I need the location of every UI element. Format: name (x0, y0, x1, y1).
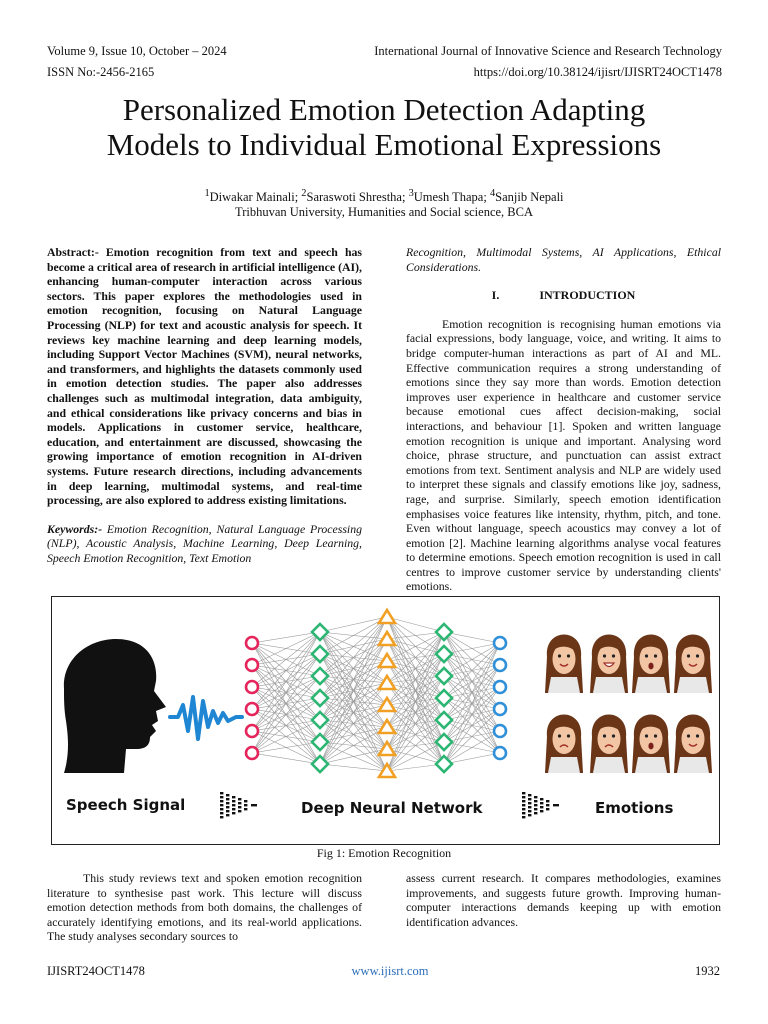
author-2: Saraswoti Shrestha; (306, 190, 409, 205)
spectrogram-bar (534, 812, 537, 814)
network-edge (320, 617, 387, 632)
eye (696, 654, 699, 657)
spectrogram-bar (540, 802, 543, 804)
spectrogram-bar (534, 796, 537, 798)
label-deep-neural-network: Deep Neural Network (301, 799, 483, 817)
face-icon (632, 635, 670, 694)
spectrogram-bar (528, 798, 531, 800)
network-edge (444, 665, 500, 764)
shoulders (593, 757, 625, 773)
right-column-top (406, 245, 721, 594)
network-edge (252, 720, 320, 753)
network-edge (444, 643, 500, 676)
footer-article-id: IJISRT24OCT1478 (47, 964, 145, 978)
spectrogram-bar (220, 812, 223, 814)
figure-emotion-recognition (51, 596, 720, 845)
network-edge (252, 632, 320, 731)
journal-volume: Volume 9, Issue 10, October – 2024 (47, 44, 227, 58)
network-edge (252, 632, 320, 687)
network-node-diamond (312, 668, 328, 684)
network-node-circle (246, 637, 258, 649)
spectrogram-bar (226, 814, 229, 816)
network-edge (252, 676, 320, 753)
spectrogram-bar (232, 808, 235, 810)
spectrogram-bar (522, 808, 525, 810)
network-node-diamond (312, 734, 328, 750)
spectrogram-bar (226, 802, 229, 804)
spectrogram-icon-left (220, 792, 257, 818)
spectrogram-bar (534, 800, 537, 802)
network-node-circle (494, 637, 506, 649)
network-node-circle (494, 703, 506, 715)
face-icon (545, 715, 583, 774)
figure-graphic (52, 597, 719, 844)
spectrogram-bar (238, 806, 241, 808)
left-column-top (47, 245, 362, 565)
network-edge (387, 617, 444, 632)
face-icon (590, 715, 628, 774)
network-edge (444, 643, 500, 764)
spectrogram-bar (232, 804, 235, 806)
shoulders (593, 677, 625, 693)
spectrogram-bar (528, 794, 531, 796)
affiliation: Tribhuvan University, Humanities and Social science, BCA (235, 205, 533, 220)
eye (558, 654, 561, 657)
keywords-paragraph (47, 522, 362, 566)
network-node-circle (494, 747, 506, 759)
spectrogram-bar (540, 810, 543, 812)
spectrogram-bar (226, 806, 229, 808)
author-list (60, 186, 708, 205)
abstract-text: Abstract:- Emotion recognition from text and speech has become a critical area of research in artificial intelligence (AI), enhancing human-computer interaction across various sectors. This paper explores the methodologies used in emotion recognition, focusing on Natural Language Processing (NLP) for text and acoustic analysis for speech. It reviews key machine learning and deep learning models, including Support Vector Machines (SVM), neural networks, and transformers, and highlights the datasets commonly used in emotion detection studies. The paper also addresses challenges such as multimodal integration, data ambiguity, and ethical considerations like privacy concerns and bias in models. Applications in customer service, healthcare, education, and entertainment are discussed, showcasing the growing importance of emotion recognition in AI-driven systems. Future research directions, including advancements in deep learning, multimodal systems, and real-time processing, are also explored to address existing limitations. (47, 245, 362, 508)
spectrogram-bar (244, 800, 247, 802)
network-edge (444, 643, 500, 742)
eye (558, 734, 561, 737)
journal-name: International Journal of Innovative Science and Research Technology (374, 44, 722, 58)
shoulders (677, 677, 709, 693)
spectrogram-bar (540, 798, 543, 800)
network-node-circle (246, 725, 258, 737)
keywords-continuation: Recognition, Multimodal Systems, AI Applications, Ethical Considerations. (406, 245, 721, 274)
network-edge (252, 632, 320, 709)
network-edge (444, 643, 500, 698)
footer-page-number: 1932 (695, 964, 720, 978)
spectrogram-bar (522, 792, 525, 794)
journal-issn: ISSN No:-2456-2165 (47, 65, 155, 79)
spectrogram-bar (546, 808, 549, 810)
shoulders (677, 757, 709, 773)
paper-title (40, 92, 728, 162)
spectrogram-bar (251, 804, 257, 806)
spectrogram-bar (546, 800, 549, 802)
spectrogram-bar (528, 806, 531, 808)
face-icon (674, 635, 712, 694)
shoulders (548, 757, 580, 773)
keywords-label: Keywords:- (47, 521, 103, 536)
spectrogram-bar (226, 798, 229, 800)
eye (603, 734, 606, 737)
network-edge (252, 742, 320, 753)
network-edge (444, 753, 500, 764)
author-1: Diwakar Mainali; (209, 190, 302, 205)
eye (567, 734, 570, 737)
spectrogram-bar (220, 800, 223, 802)
footer-website-link[interactable]: www.ijisrt.com (351, 964, 429, 978)
network-edge (444, 632, 500, 643)
mouth (648, 663, 653, 670)
eye (603, 654, 606, 657)
title-line-1: Personalized Emotion Detection Adapting (122, 92, 646, 127)
spectrogram-bar (220, 804, 223, 806)
author-3-sup: 3 (408, 188, 414, 199)
spectrogram-bar (220, 816, 223, 818)
spectrogram-bar (553, 804, 559, 806)
spectrogram-bar (226, 810, 229, 812)
spectrogram-bar (220, 796, 223, 798)
spectrogram-bar (528, 814, 531, 816)
face-icon (632, 715, 670, 774)
face-icon (590, 635, 628, 694)
author-4: Sanjib Nepali (495, 190, 564, 205)
eye (687, 654, 690, 657)
network-node-circle (494, 659, 506, 671)
keywords-text: Emotion Recognition, Natural Language Processing (NLP), Acoustic Analysis, Machine Learning, Deep Learning, Speech Emotion Recognition, Text Emotion (47, 521, 362, 565)
introduction-paragraph: Emotion recognition is recognising human emotions via facial expressions, body language, voice, and writing. It aims to bridge computer-human interactions as part of AI and ML. Effective communication requires a strong understanding of emotions since they say more than words. Emotion detection improves user experience in healthcare and customer service because emotional cues affect decision-making, social interactions, and behaviour [1]. Spoken and written language emotion recognition is unique and important. Analysing word choice, phrase structure, and punctuation can assist extract emotions from text. Sentiment analysis and NLP are widely used to interpret these signals and classify emotions like joy, sadness, rage, and surprise. Similarly, speech emotion identification emphasises voice features like intensity, rhythm, pitch, and tone. Even without language, speech acoustics may convey a lot of emotion [2]. Machine learning algorithms analyse vocal features to determine emotions. Speech emotion recognition is used in call centres to improve customer service by understanding clients' emotions. (406, 316, 721, 594)
figure-caption: Fig 1: Emotion Recognition (316, 846, 452, 860)
network-node-diamond (312, 712, 328, 728)
journal-doi[interactable]: https://doi.org/10.38124/ijisrt/IJISRT24OCT1478 (473, 65, 722, 79)
mouth (648, 743, 653, 750)
shoulders (548, 677, 580, 693)
network-edge (320, 764, 387, 771)
spectrogram-bar (232, 800, 235, 802)
network-node-circle (246, 747, 258, 759)
shoulders (635, 677, 667, 693)
spectrogram-bar (238, 810, 241, 812)
eye (687, 734, 690, 737)
author-4-sup: 4 (489, 188, 496, 199)
title-line-2: Models to Individual Emotional Expressions (106, 127, 662, 162)
spectrogram-bar (232, 796, 235, 798)
network-node-circle (246, 681, 258, 693)
spectrogram-bar (522, 796, 525, 798)
network-edge (444, 643, 500, 654)
network-edge (252, 632, 320, 665)
network-edges (252, 617, 500, 771)
spectrogram-bar (528, 802, 531, 804)
section-title: INTRODUCTION (539, 288, 636, 303)
network-edge (252, 654, 320, 753)
eye (696, 734, 699, 737)
network-node-diamond (312, 624, 328, 640)
spectrogram-bar (522, 812, 525, 814)
spectrogram-bar (546, 804, 549, 806)
spectrogram-icon-right (522, 792, 559, 818)
network-edge (252, 632, 320, 753)
spectrogram-bar (540, 806, 543, 808)
spectrogram-bar (528, 810, 531, 812)
eye (645, 734, 648, 737)
spectrogram-bar (244, 808, 247, 810)
network-node-diamond (312, 646, 328, 662)
spectrogram-bar (232, 812, 235, 814)
spectrogram-bar (220, 808, 223, 810)
spectrogram-bar (244, 804, 247, 806)
label-speech-signal: Speech Signal (66, 796, 186, 814)
spectrogram-bar (534, 804, 537, 806)
author-1-sup: 1 (204, 188, 210, 199)
spectrogram-bar (226, 794, 229, 796)
body-right-paragraph: assess current research. It compares methodologies, examines improvements, and suggests future growth. Improving human-computer interactions demands keeping up with emotion identification advances. (406, 871, 721, 929)
network-node-triangle (379, 610, 395, 623)
eye (654, 734, 657, 737)
emotion-faces (545, 635, 712, 774)
network-node-circle (494, 725, 506, 737)
network-edge (252, 632, 320, 643)
author-2-sup: 2 (301, 188, 307, 199)
author-block (60, 186, 708, 220)
network-node-diamond (312, 690, 328, 706)
speech-wave (170, 697, 242, 739)
shoulders (635, 757, 667, 773)
section-number: I. (491, 288, 500, 303)
spectrogram-bar (238, 798, 241, 800)
spectrogram-bar (522, 816, 525, 818)
network-edge (444, 709, 500, 764)
spectrogram-bar (220, 792, 223, 794)
eye (645, 654, 648, 657)
speaking-head-icon (64, 639, 166, 773)
spectrogram-bar (522, 804, 525, 806)
network-edge (252, 698, 320, 753)
spectrogram-bar (522, 800, 525, 802)
body-left-paragraph: This study reviews text and spoken emotion recognition literature to synthesise past work. This lecture will discuss emotion detection methods from both domains, the challenges of accurately identifying emotions, and its real-world applications. The study analyses secondary sources to (47, 871, 362, 944)
spectrogram-bar (238, 802, 241, 804)
face-icon (674, 715, 712, 774)
label-emotions: Emotions (595, 799, 674, 817)
network-node-circle (494, 681, 506, 693)
network-node-circle (246, 703, 258, 715)
spectrogram-bar (534, 808, 537, 810)
eye (654, 654, 657, 657)
eye (612, 734, 615, 737)
network-edge (444, 731, 500, 764)
eye (612, 654, 615, 657)
network-edge (252, 753, 320, 764)
face-icon (545, 635, 583, 694)
network-node-diamond (312, 756, 328, 772)
section-heading-introduction (406, 288, 721, 303)
author-3: Umesh Thapa; (413, 190, 490, 205)
eye (567, 654, 570, 657)
network-node-circle (246, 659, 258, 671)
